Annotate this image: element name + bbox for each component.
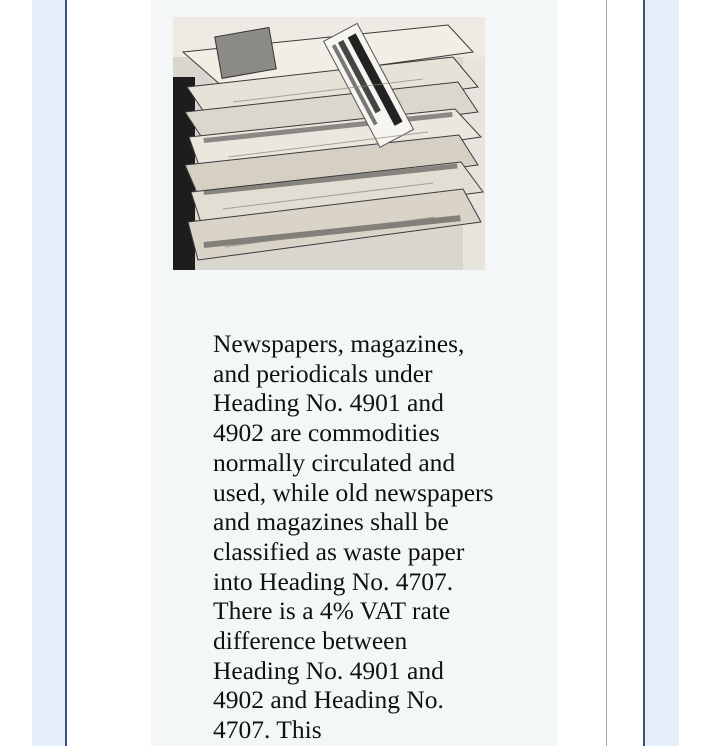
article-line: Heading No. 4901 and [213, 655, 444, 685]
article-line: into Heading No. 4707. [213, 566, 454, 596]
article-line: 4707. This [213, 715, 322, 745]
article-line: Heading No. 4901 and [213, 388, 444, 418]
article-line: and magazines shall be [213, 507, 449, 537]
article-line: 4902 are commodities [213, 418, 440, 448]
article-line: difference between [213, 626, 408, 656]
article-content [151, 0, 558, 746]
newspaper-stack-photo [173, 17, 485, 270]
article-line: normally circulated and [213, 447, 456, 477]
article-line: There is a 4% VAT rate [213, 596, 451, 626]
article-line: classified as waste paper [213, 536, 465, 566]
article-line: 4902 and Heading No. [213, 685, 444, 715]
article-line: used, while old newspapers [213, 477, 494, 507]
inner-frame-line [606, 0, 607, 746]
article-line: and periodicals under [213, 358, 433, 388]
article-line: Newspapers, magazines, [213, 329, 465, 358]
article-body [213, 329, 533, 745]
